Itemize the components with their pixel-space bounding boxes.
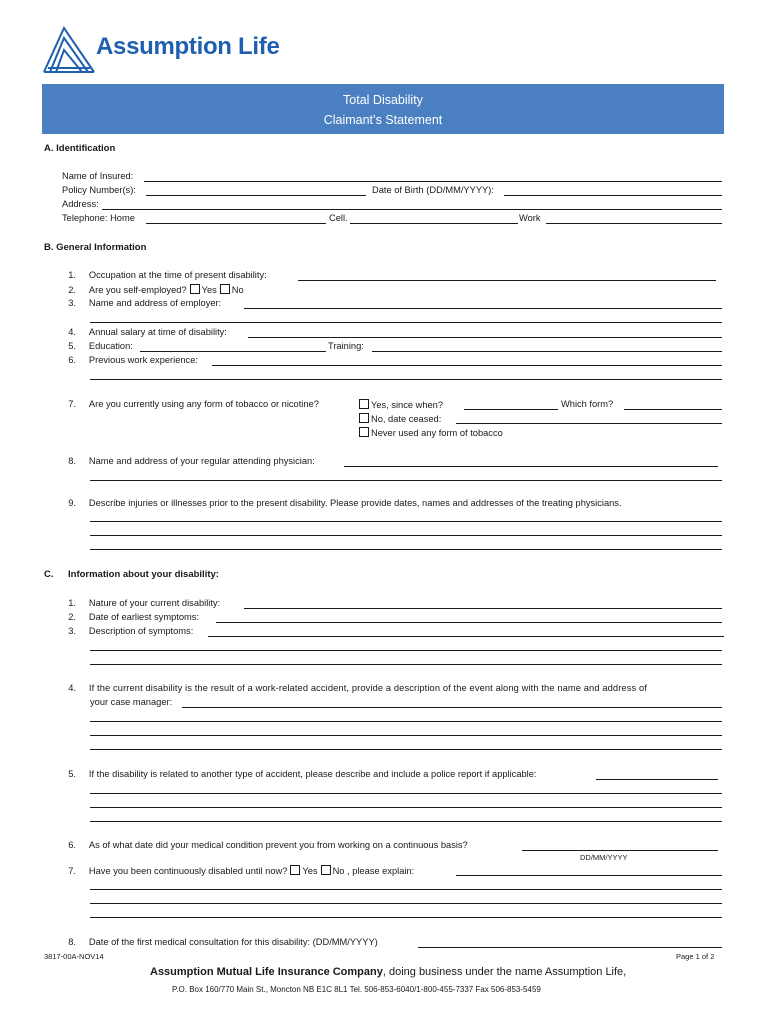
c-q7: 7. Have you been continuously disabled until now? Yes No , please explain: [68, 866, 415, 876]
employer-field-1[interactable] [244, 308, 722, 309]
b-q5: 5. Education: [68, 341, 133, 351]
self-employed-yes-checkbox[interactable] [190, 284, 200, 294]
accident-field-1[interactable] [182, 707, 722, 708]
physician-field-1[interactable] [344, 466, 718, 467]
company-address: P.O. Box 160/770 Main St., Moncton NB E1C 8L1 Tel. 506-853-6040/1-800-455-7337 Fax 506-853-5459 [172, 985, 541, 994]
address-field[interactable] [102, 209, 722, 210]
other-accident-field-3[interactable] [90, 807, 722, 808]
tobacco-never-label: Never used any form of tobacco [371, 428, 503, 438]
dob-field[interactable] [504, 195, 722, 196]
form-title: Total Disability [343, 93, 423, 107]
b-q9-text: Describe injuries or illnesses prior to the present disability. Please provide dates, names and addresses of the treating physicians. [88, 498, 622, 508]
b-q4: 4. Annual salary at time of disability: [68, 327, 227, 337]
tobacco-since-field[interactable] [464, 409, 558, 410]
continuous-no-checkbox[interactable] [321, 865, 331, 875]
section-c-heading: Information about your disability: [68, 569, 219, 580]
section-c-letter: C. [44, 569, 54, 580]
training-label: Training: [328, 341, 364, 351]
c-q5: 5. If the disability is related to another type of accident, please describe and include a police report if applicable: [68, 769, 537, 779]
page-number: Page 1 of 2 [676, 952, 715, 961]
c-q4-text: If the current disability is the result of a work-related accident, provide a description of the event along with the name and address of [88, 683, 647, 693]
explain-field-1[interactable] [456, 875, 722, 876]
tobacco-never-checkbox[interactable] [359, 427, 369, 437]
b-q8-text: Name and address of your regular attending physician: [88, 456, 315, 466]
b-q6-text: Previous work experience: [88, 355, 198, 365]
nature-field[interactable] [244, 608, 722, 609]
work-experience-field-2[interactable] [90, 379, 722, 380]
address-label: Address: [62, 199, 99, 209]
cell-field[interactable] [350, 223, 518, 224]
continuous-yes-checkbox[interactable] [290, 865, 300, 875]
c-q5-text: If the disability is related to another type of accident, please describe and include a police report if applicable: [88, 769, 537, 779]
tobacco-ceased-field[interactable] [456, 423, 722, 424]
tobacco-yes-option [356, 399, 443, 410]
education-field[interactable] [140, 351, 326, 352]
company-line [150, 966, 626, 978]
accident-field-2[interactable] [90, 721, 722, 722]
tobacco-no-option [356, 413, 441, 424]
explain-field-4[interactable] [90, 917, 722, 918]
b-q6: 6. Previous work experience: [68, 355, 198, 365]
prior-illness-field-3[interactable] [90, 549, 722, 550]
section-b-heading: B. General Information [44, 242, 147, 253]
section-a-heading: A. Identification [44, 143, 116, 154]
work-experience-field-1[interactable] [212, 365, 722, 366]
c-q6-text: As of what date did your medical condition prevent you from working on a continuous basis? [88, 840, 468, 850]
other-accident-field-4[interactable] [90, 821, 722, 822]
self-employed-yes-label: Yes [201, 285, 217, 295]
b-q3-text: Name and address of employer: [88, 298, 222, 308]
work-field[interactable] [546, 223, 722, 224]
policy-field[interactable] [146, 195, 366, 196]
continuous-date-field[interactable] [522, 850, 718, 851]
c-q4: 4. If the current disability is the result of a work-related accident, provide a description of the event along with the name and address of [68, 683, 647, 693]
company-name: Assumption Mutual Life Insurance Company [150, 966, 383, 978]
earliest-symptoms-field[interactable] [216, 622, 722, 623]
form-subtitle: Claimant’s Statement [323, 113, 443, 127]
occupation-field[interactable] [298, 280, 716, 281]
title-banner [42, 84, 724, 134]
tobacco-never-option [356, 427, 503, 438]
symptoms-field-2[interactable] [90, 650, 722, 651]
b-q7-text: Are you currently using any form of tobacco or nicotine? [88, 399, 319, 409]
phone-home-label: Telephone: Home [62, 213, 135, 223]
policy-label: Policy Number(s): [62, 185, 136, 195]
tobacco-yes-checkbox[interactable] [359, 399, 369, 409]
tobacco-yes-label: Yes, since when? [371, 400, 444, 410]
c-q2-text: Date of earliest symptoms: [88, 612, 199, 622]
dob-label: Date of Birth (DD/MM/YYYY): [372, 185, 494, 195]
form-code: 3817-00A-NOV14 [44, 952, 104, 961]
b-q3: 3. Name and address of employer: [68, 298, 222, 308]
c-q1: 1. Nature of your current disability: [68, 598, 221, 608]
name-field[interactable] [144, 181, 722, 182]
b-q2: 2. Are you self-employed? Yes No [68, 285, 244, 295]
company-dba: , doing business under the name Assumption Life, [382, 966, 627, 978]
work-label: Work [519, 213, 541, 223]
c-q3-text: Description of symptoms: [88, 626, 194, 636]
employer-field-2[interactable] [90, 322, 722, 323]
prior-illness-field-1[interactable] [90, 521, 722, 522]
c-q1-text: Nature of your current disability: [88, 598, 221, 608]
b-q4-text: Annual salary at time of disability: [88, 327, 227, 337]
symptoms-field-1[interactable] [208, 636, 724, 637]
explain-field-3[interactable] [90, 903, 722, 904]
self-employed-no-label: No [231, 285, 244, 295]
c-q8-text: Date of the first medical consultation for this disability: (DD/MM/YYYY) [88, 937, 378, 947]
self-employed-no-checkbox[interactable] [220, 284, 230, 294]
assumption-life-logo-icon [42, 24, 96, 74]
symptoms-field-3[interactable] [90, 664, 722, 665]
tobacco-which-field[interactable] [624, 409, 722, 410]
first-consultation-field[interactable] [418, 947, 722, 948]
tobacco-no-label: No, date ceased: [371, 414, 442, 424]
date-format-hint: DD/MM/YYYY [580, 853, 628, 862]
other-accident-field-1[interactable] [596, 779, 718, 780]
salary-field[interactable] [248, 337, 722, 338]
b-q2-text: Are you self-employed? [88, 285, 187, 295]
training-field[interactable] [372, 351, 722, 352]
b-q8: 8. Name and address of your regular attending physician: [68, 456, 315, 466]
b-q1: 1. Occupation at the time of present disability: [68, 270, 267, 280]
accident-field-3[interactable] [90, 735, 722, 736]
logo-text: Assumption Life [96, 33, 280, 60]
b-q9: 9. Describe injuries or illnesses prior to the present disability. Please provide dates, names and addresses of the treating physicians. [68, 498, 622, 508]
tobacco-no-checkbox[interactable] [359, 413, 369, 423]
physician-field-2[interactable] [90, 480, 722, 481]
c-q2: 2. Date of earliest symptoms: [68, 612, 199, 622]
name-label: Name of Insured: [62, 171, 134, 181]
c-q4-case-manager-label: your case manager: [90, 697, 173, 707]
other-accident-field-2[interactable] [90, 793, 722, 794]
prior-illness-field-2[interactable] [90, 535, 722, 536]
c-q7-text: Have you been continuously disabled until now? [88, 866, 288, 876]
tobacco-which-label: Which form? [561, 399, 614, 409]
c-q3: 3. Description of symptoms: [68, 626, 194, 636]
c-q6: 6. As of what date did your medical condition prevent you from working on a continuous basis? [68, 840, 468, 850]
b-q7: 7. Are you currently using any form of tobacco or nicotine? [68, 399, 319, 409]
continuous-yes-label: Yes [302, 866, 318, 876]
phone-home-field[interactable] [146, 223, 326, 224]
c-q8: 8. Date of the first medical consultation for this disability: (DD/MM/YYYY) [68, 937, 378, 947]
b-q1-text: Occupation at the time of present disability: [88, 270, 267, 280]
continuous-no-label: No , please explain: [332, 866, 415, 876]
explain-field-2[interactable] [90, 889, 722, 890]
cell-label: Cell. [329, 213, 348, 223]
accident-field-4[interactable] [90, 749, 722, 750]
b-q5-text: Education: [88, 341, 133, 351]
